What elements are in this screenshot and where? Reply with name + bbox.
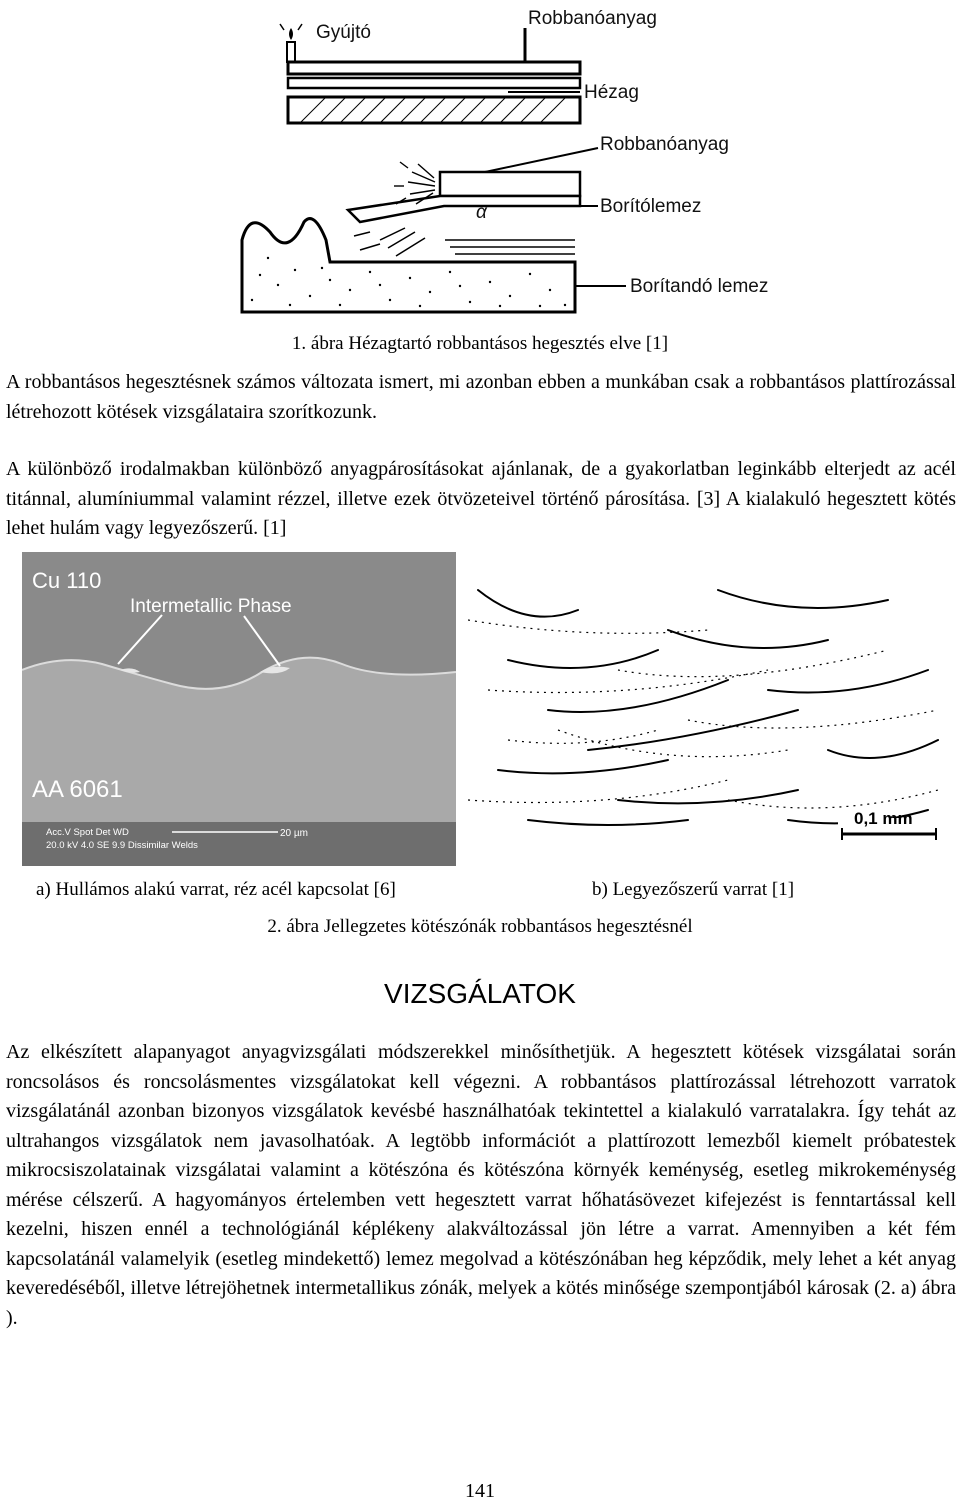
label-cladding-plate: Borítólemez	[600, 196, 702, 217]
label-base-plate: Borítandó lemez	[630, 276, 769, 297]
scale-label-b: 0,1 mm	[854, 809, 913, 828]
micrograph-meta-line2: 20.0 kV 4.0 SE 9.9 Dissimilar Welds	[46, 840, 198, 851]
micrograph-meta-line1: Acc.V Spot Det WD	[46, 827, 129, 838]
figure-1-caption: 1. ábra Hézagtartó robbantásos hegesztés elve [1]	[291, 333, 669, 354]
label-aa6061: AA 6061	[32, 776, 123, 803]
scale-label-a: 20 µm	[280, 828, 308, 839]
page-number: 141	[465, 1480, 495, 1502]
figure-2b-caption: b) Legyezőszerű varrat [1]	[592, 879, 795, 900]
cladding-plate	[348, 196, 580, 222]
igniter-icon	[280, 24, 302, 62]
label-explosive-top: Robbanóanyag	[528, 8, 657, 29]
paragraph-3: Az elkészített alapanyagot anyagvizsgálati módszerekkel minősíthetjük. A hegesztett kötések vizsgálatai során roncsolásos és roncsolásmentes vizsgálatokat kell végezni. A robbantásos plattírozással létrehozott varratok vizsgálatánál azonban bizonyos vizsgálatok kevésbé használhatóak tekintettel a kialakuló varratalakra. Így tehát az ultrahangos vizsgálatok nem javasolhatóak. A legtöbb információt a plattírozott lemezből kiemelt próbatestek mikrocsiszolatainak vizsgálatai valamint a kötészóna és kötészóna környék keménység, esetleg mikrokeménység mérése célszerű. A hagyományos értelemben vett hegesztett varrat hőhatásövezet kifejezést is fenntartással kell kezelni, hiszen ennél a technológiánál képlékeny alakváltozással jön létre a varrat. Amennyiben a két fém kapcsolatánál valamelyik (esetleg mindekettő) lemez megolvad a kötészónában heg képződik, mely lehet a két anyag keveredéséből, illetve létrejöhetnek intermetallikus zónák, melyek a kötés minősége szempontjából károsak (2. a) ábra ).	[6, 1041, 956, 1329]
figure-1-diagram	[230, 0, 790, 325]
base-plate-top	[288, 97, 580, 123]
cladding-plate-top	[288, 78, 580, 88]
figure-2-caption: 2. ábra Jellegzetes kötészónák robbantásos hegesztésnél	[267, 916, 693, 937]
label-intermetallic-phase: Intermetallic Phase	[130, 596, 292, 617]
figure-2b-fan-weld	[468, 570, 946, 848]
section-title: VIZSGÁLATOK	[384, 978, 576, 1009]
paragraph-2: A különböző irodalmakban különböző anyagpárosításokat ajánlanak, de a gyakorlatban leginkább elterjedt az acél titánnal, alumíniummal valamint rézzel, illetve ezek ötvözeteivel történő párosítása. [3] A kialakuló hegesztett kötés lehet hulám vagy legyezőszerű. [1]	[6, 458, 956, 539]
label-angle: α	[476, 202, 487, 223]
figure-2a-micrograph	[22, 552, 456, 866]
label-cu110: Cu 110	[32, 568, 102, 593]
figure-2a-caption: a) Hullámos alakú varrat, réz acél kapcsolat [6]	[36, 879, 396, 900]
base-plate	[242, 219, 575, 312]
explosive-layer-top	[288, 62, 580, 74]
paragraph-1: A robbantásos hegesztésnek számos változata ismert, mi azonban ebben a munkában csak a robbantásos plattírozással létrehozott kötések vizsgálataira szorítkozunk.	[6, 371, 956, 423]
explosive-layer	[440, 172, 580, 196]
label-igniter: Gyújtó	[316, 22, 371, 43]
label-explosive: Robbanóanyag	[600, 134, 729, 155]
label-gap: Hézag	[584, 82, 639, 103]
